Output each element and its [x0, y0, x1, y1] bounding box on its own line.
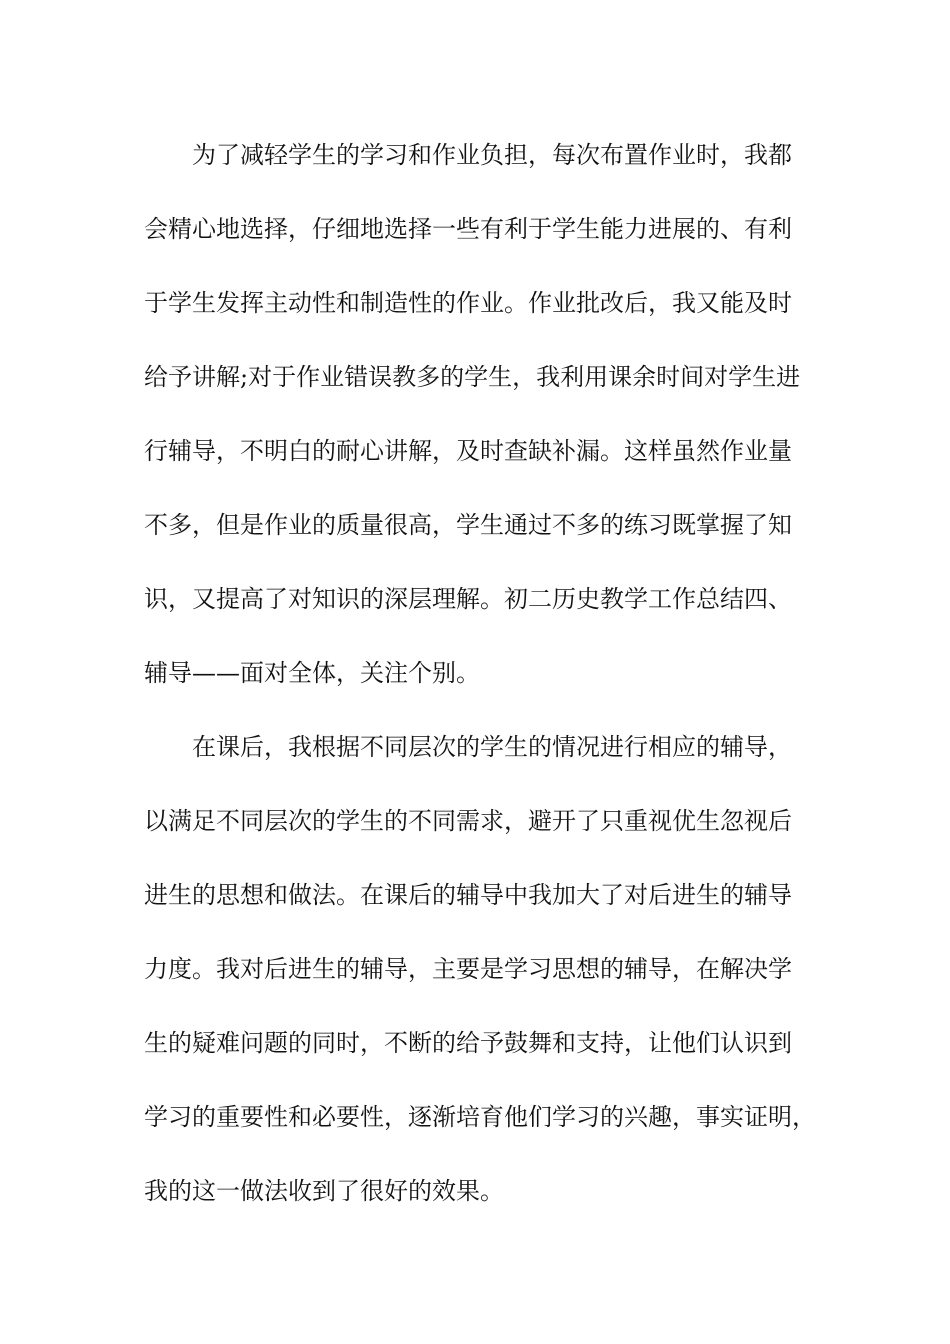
paragraph-line: 辅导——面对全体，关注个别。: [144, 659, 480, 687]
paragraph-line: 我的这一做法收到了很好的效果。: [144, 1177, 504, 1205]
document-body: [144, 118, 829, 1228]
paragraph-homework: [144, 118, 829, 710]
paragraph-line: 不多，但是作业的质量很高，学生通过不多的练习既掌握了知: [144, 511, 792, 539]
paragraph-line: 给予讲解;对于作业错误教多的学生，我利用课余时间对学生进: [144, 363, 801, 391]
paragraph-line: 在课后，我根据不同层次的学生的情况进行相应的辅导，: [192, 733, 792, 761]
paragraph-line: 识，又提高了对知识的深层理解。初二历史教学工作总结四、: [144, 585, 792, 613]
paragraph-line: 力度。我对后进生的辅导，主要是学习思想的辅导，在解决学: [144, 955, 792, 983]
paragraph-line: 于学生发挥主动性和制造性的作业。作业批改后，我又能及时: [144, 289, 792, 317]
paragraph-tutoring: [144, 710, 829, 1228]
paragraph-line: 为了减轻学生的学习和作业负担，每次布置作业时，我都: [192, 141, 792, 169]
paragraph-line: 以满足不同层次的学生的不同需求，避开了只重视优生忽视后: [144, 807, 792, 835]
paragraph-line: 学习的重要性和必要性，逐渐培育他们学习的兴趣，事实证明，: [144, 1103, 816, 1131]
paragraph-line: 会精心地选择，仔细地选择一些有利于学生能力进展的、有利: [144, 215, 792, 243]
paragraph-line: 行辅导，不明白的耐心讲解，及时查缺补漏。这样虽然作业量: [144, 437, 792, 465]
paragraph-line: 生的疑难问题的同时，不断的给予鼓舞和支持，让他们认识到: [144, 1029, 792, 1057]
paragraph-line: 进生的思想和做法。在课后的辅导中我加大了对后进生的辅导: [144, 881, 792, 909]
